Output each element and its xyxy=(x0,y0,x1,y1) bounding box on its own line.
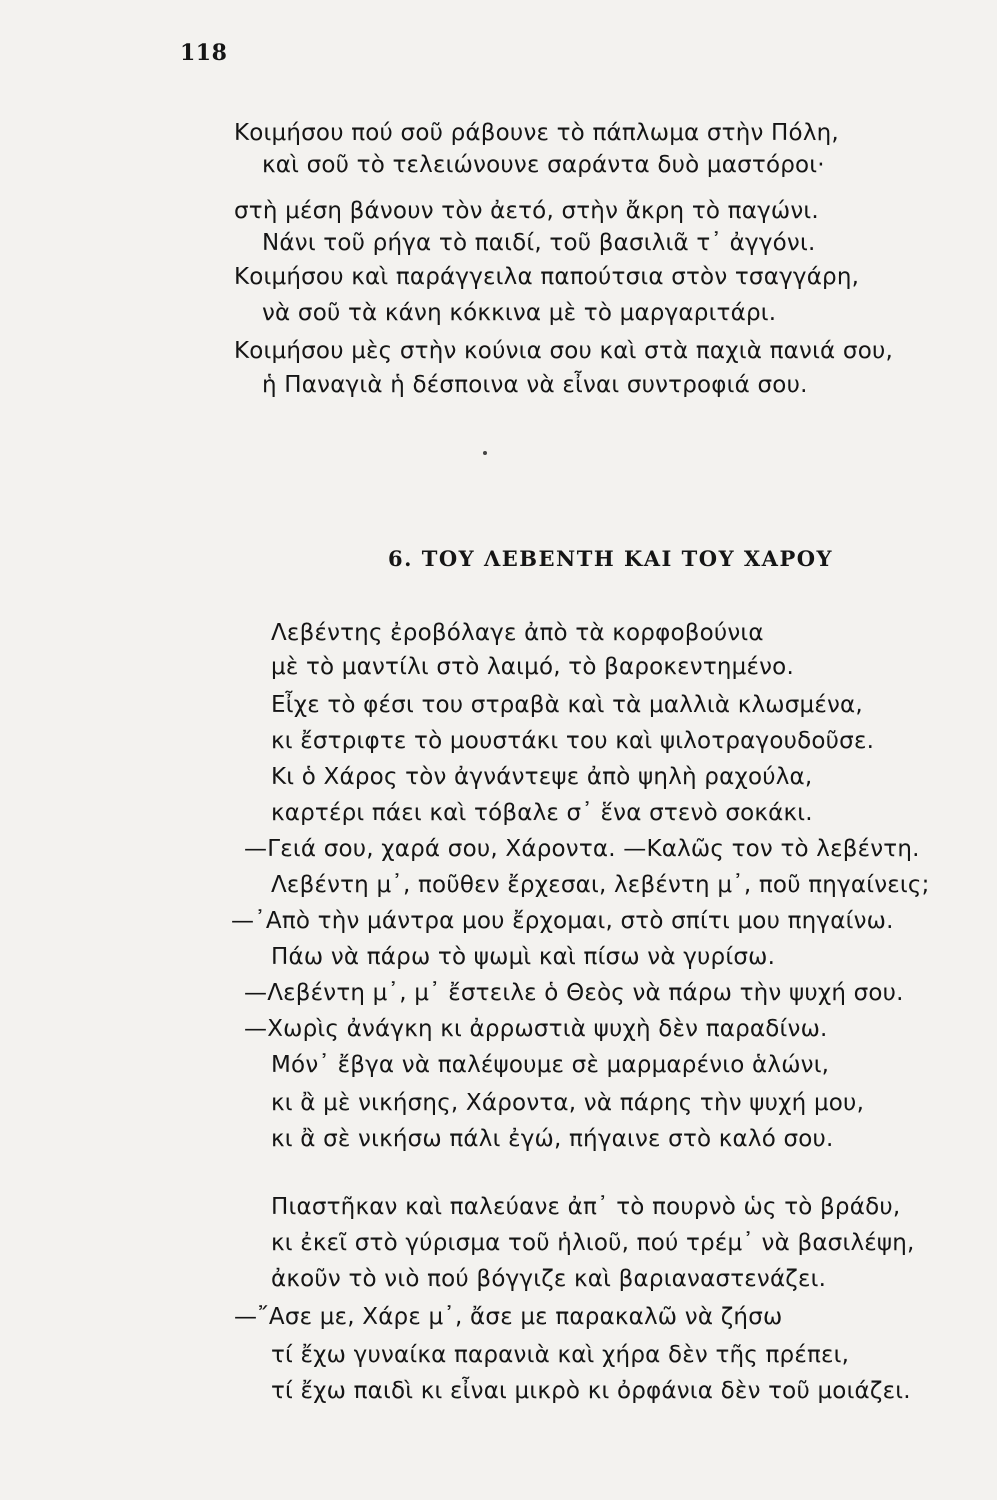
poem-line: μὲ τὸ μαντίλι στὸ λαιμό, τὸ βαροκεντημένο. xyxy=(271,654,794,680)
poem-line: —῎Ασε με, Χάρε μ᾽, ἄσε με παρακαλῶ νὰ ζήσω xyxy=(234,1304,783,1330)
poem-line: Πάω νὰ πάρω τὸ ψωμὶ καὶ πίσω νὰ γυρίσω. xyxy=(271,944,776,970)
section-title: 6. ΤΟΥ ΛΕΒΕΝΤΗ ΚΑΙ ΤΟΥ ΧΑΡΟΥ xyxy=(388,546,834,571)
poem-line: Κι ὁ Χάρος τὸν ἀγνάντεψε ἀπὸ ψηλὴ ραχούλα, xyxy=(271,764,813,790)
poem-line: Λεβέντη μ᾽, ποῦθεν ἔρχεσαι, λεβέντη μ᾽, ποῦ πηγαίνεις; xyxy=(271,872,930,898)
poem-line: Κοιμήσου μὲς στὴν κούνια σου καὶ στὰ παχιὰ πανιά σου, xyxy=(234,338,893,364)
poem-line: —᾽Απὸ τὴν μάντρα μου ἔρχομαι, στὸ σπίτι μου πηγαίνω. xyxy=(231,908,894,934)
poem-line: κι ἂ σὲ νικήσω πάλι ἐγώ, πήγαινε στὸ καλό σου. xyxy=(271,1126,834,1152)
poem-line: Μόν᾽ ἔβγα νὰ παλέψουμε σὲ μαρμαρένιο ἁλώνι, xyxy=(271,1052,830,1078)
poem-line: —Γειά σου, χαρά σου, Χάροντα. —Καλῶς τον τὸ λεβέντη. xyxy=(244,836,920,862)
poem-line: ἡ Παναγιὰ ἡ δέσποινα νὰ εἶναι συντροφιά σου. xyxy=(262,372,808,398)
poem-line: καὶ σοῦ τὸ τελειώνουνε σαράντα δυὸ μαστόροι· xyxy=(262,152,825,178)
poem-line: —Λεβέντη μ᾽, μ᾽ ἔστειλε ὁ Θεὸς νὰ πάρω τὴν ψυχή σου. xyxy=(244,980,904,1006)
poem-line: —Χωρὶς ἀνάγκη κι ἀρρωστιὰ ψυχὴ δὲν παραδίνω. xyxy=(244,1016,828,1042)
ink-dot xyxy=(483,451,487,455)
poem-line: κι ἂ μὲ νικήσης, Χάροντα, νὰ πάρης τὴν ψυχή μου, xyxy=(271,1090,865,1116)
poem-line: νὰ σοῦ τὰ κάνη κόκκινα μὲ τὸ μαργαριτάρι. xyxy=(262,300,777,326)
page-number: 118 xyxy=(180,40,228,66)
poem-line: Λεβέντης ἐροβόλαγε ἀπὸ τὰ κορφοβούνια xyxy=(271,620,764,646)
poem-line: Κοιμήσου πού σοῦ ράβουνε τὸ πάπλωμα στὴν Πόλη, xyxy=(234,120,839,146)
poem-line: Νάνι τοῦ ρήγα τὸ παιδί, τοῦ βασιλιᾶ τ᾽ ἀγγόνι. xyxy=(262,230,816,256)
poem-line: Εἶχε τὸ φέσι του στραβὰ καὶ τὰ μαλλιὰ κλωσμένα, xyxy=(271,692,863,718)
poem-line: στὴ μέση βάνουν τὸν ἀετό, στὴν ἄκρη τὸ παγώνι. xyxy=(234,198,819,224)
poem-line: τί ἔχω παιδὶ κι εἶναι μικρὸ κι ὀρφάνια δὲν τοῦ μοιάζει. xyxy=(271,1378,911,1404)
poem-line: ἀκοῦν τὸ νιὸ πού βόγγιζε καὶ βαριαναστενάζει. xyxy=(271,1266,827,1292)
poem-line: Κοιμήσου καὶ παράγγειλα παπούτσια στὸν τσαγγάρη, xyxy=(234,264,860,290)
poem-line: καρτέρι πάει καὶ τόβαλε σ᾽ ἕνα στενὸ σοκάκι. xyxy=(271,800,813,826)
poem-line: κι ἐκεῖ στὸ γύρισμα τοῦ ἡλιοῦ, πού τρέμ᾽ νὰ βασιλέψη, xyxy=(271,1230,915,1256)
poem-line: κι ἔστριφτε τὸ μουστάκι του καὶ ψιλοτραγουδοῦσε. xyxy=(271,728,875,754)
poem-line: τί ἔχω γυναίκα παρανιὰ καὶ χήρα δὲν τῆς πρέπει, xyxy=(271,1342,850,1368)
poem-line: Πιαστῆκαν καὶ παλεύανε ἀπ᾽ τὸ πουρνὸ ὡς τὸ βράδυ, xyxy=(271,1194,901,1220)
